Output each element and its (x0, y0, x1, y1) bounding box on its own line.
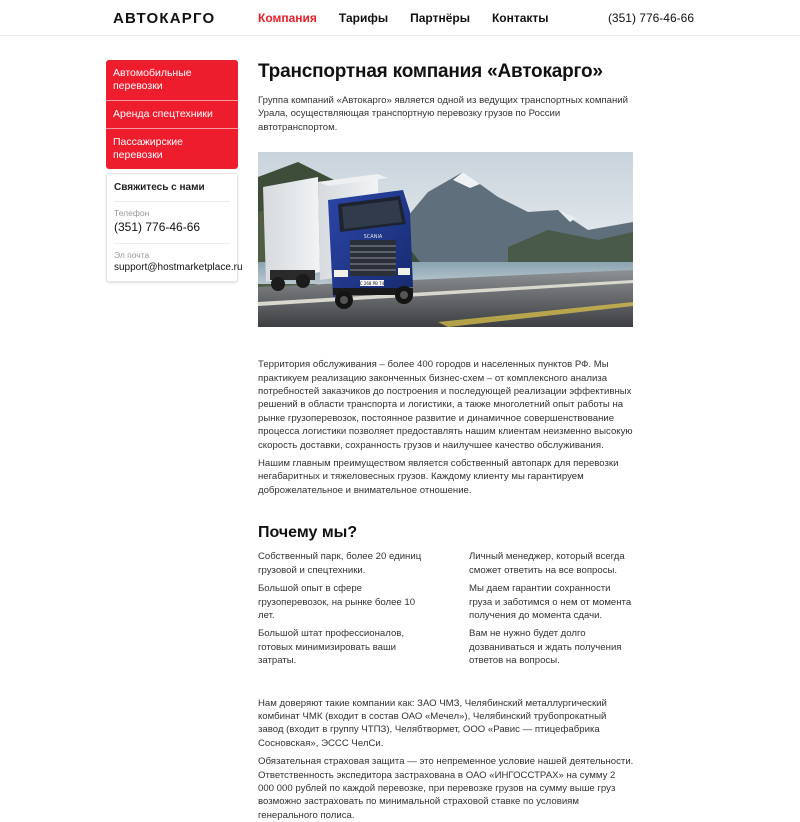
truck-brand-label: SCANIA (363, 234, 383, 241)
nav-company[interactable]: Компания (258, 11, 317, 25)
list-item: Мы даем гарантии сохранности груза и заботимся о нем от момента получения до момента сдачи. (469, 583, 632, 621)
truck-illustration (258, 152, 633, 327)
site-logo[interactable]: АВТОКАРГО (113, 10, 216, 27)
contact-phone[interactable]: (351) 776-46-66 (114, 220, 230, 244)
sidebar (106, 60, 243, 282)
nav-tariffs[interactable]: Тарифы (338, 11, 389, 25)
top-header (0, 0, 800, 36)
truck-plate: С 268 РВ 74 (359, 281, 385, 287)
intro-text: Группа компаний «Автокарго» является одной из ведущих транспортных компаний Урала, осуществляющая транспортную перевозку грузов по России автотранспортом. (258, 95, 628, 133)
main-content (258, 60, 634, 822)
list-item: Большой штат профессионалов, готовых минимизировать ваши затраты. (258, 628, 405, 667)
insurance-text: Обязательная страховая защита — это непременное условие нашей деятельности. Ответственность экспедитора застрахована в ОАО «ИНГОССТРАХ» на сумму 2 000 000 рублей по каждой перевозке, при перевозке грузов на сумму выше груз возможно застраховать по минимальной страховой ставке по условиям генерального полиса. (258, 756, 634, 821)
list-item: Вам не нужно будет долго дозваниваться и ждать получения ответов на вопросы. (469, 628, 622, 667)
page-title: Транспортная компания «Автокарго» (258, 61, 603, 82)
main-nav (258, 11, 571, 25)
about-section (258, 358, 634, 497)
list-item: Личный менеджер, который всегда сможет ответить на все вопросы. (469, 551, 625, 576)
clients-section (258, 697, 634, 822)
phone-label: Телефон (114, 208, 150, 218)
header-phone[interactable]: (351) 776-46-66 (607, 11, 694, 25)
advantage-text: Нашим главным преимуществом является собственный автопарк для перевозки негабаритных и тяжеловесных грузов. Каждому клиенту мы гарантируем доброжелательное и внимательное отношение. (258, 458, 619, 496)
list-item: Большой опыт в сфере грузоперевозок, на рынке более 10 лет. (258, 583, 416, 621)
sidebar-item-passenger[interactable]: Пассажирские перевозки (113, 136, 184, 161)
nav-contacts[interactable]: Контакты (491, 11, 549, 25)
why-us-columns (258, 550, 634, 672)
contact-title: Свяжитесь с нами (114, 182, 230, 202)
sidebar-menu (106, 60, 238, 169)
list-item: Собственный парк, более 20 единиц грузовой и спецтехники. (258, 551, 422, 576)
why-us-right (469, 550, 634, 672)
sidebar-item-auto-transport[interactable]: Автомобильные перевозки (106, 60, 238, 101)
service-area-text: Территория обслуживания – более 400 городов и населенных пунктов РФ. Мы практикуем реализацию законченных бизнес-схем – от комплексного анализа потребностей заказчиков до построения и последующей реализации эффективных решений в области транспорта и логистики, а также многолетний опыт работы на рынке грузоперевозок, постоянное развитие и динамичное совершенствование процесса логистики позволяет предоставлять нашим клиентам неизменно высокую скорость доставки, сохранность грузов и наилучшее качество обслуживания. (258, 359, 633, 451)
truck-photo (258, 152, 633, 327)
why-us-left (258, 550, 423, 672)
nav-partners[interactable]: Партнёры (410, 11, 470, 25)
contact-card (106, 173, 243, 282)
email-label: Эл почта (114, 250, 150, 260)
why-us-title: Почему мы? (258, 524, 358, 542)
contact-email[interactable]: support@hostmarketplace.ru (114, 262, 243, 273)
sidebar-item-equipment-rent[interactable]: Аренда спецтехники (106, 101, 238, 129)
clients-text: Нам доверяют такие компании как: ЗАО ЧМЗ, Челябинский металлургический комбинат ЧМК (входит в состав ОАО «Мечел»), Челябинский трубопрокатный завод (входит в группу ЧТПЗ), Челябтвормет, ООО «Равис — птицефабрика Сосновская», ЭССС ЧелСи. (258, 697, 607, 749)
